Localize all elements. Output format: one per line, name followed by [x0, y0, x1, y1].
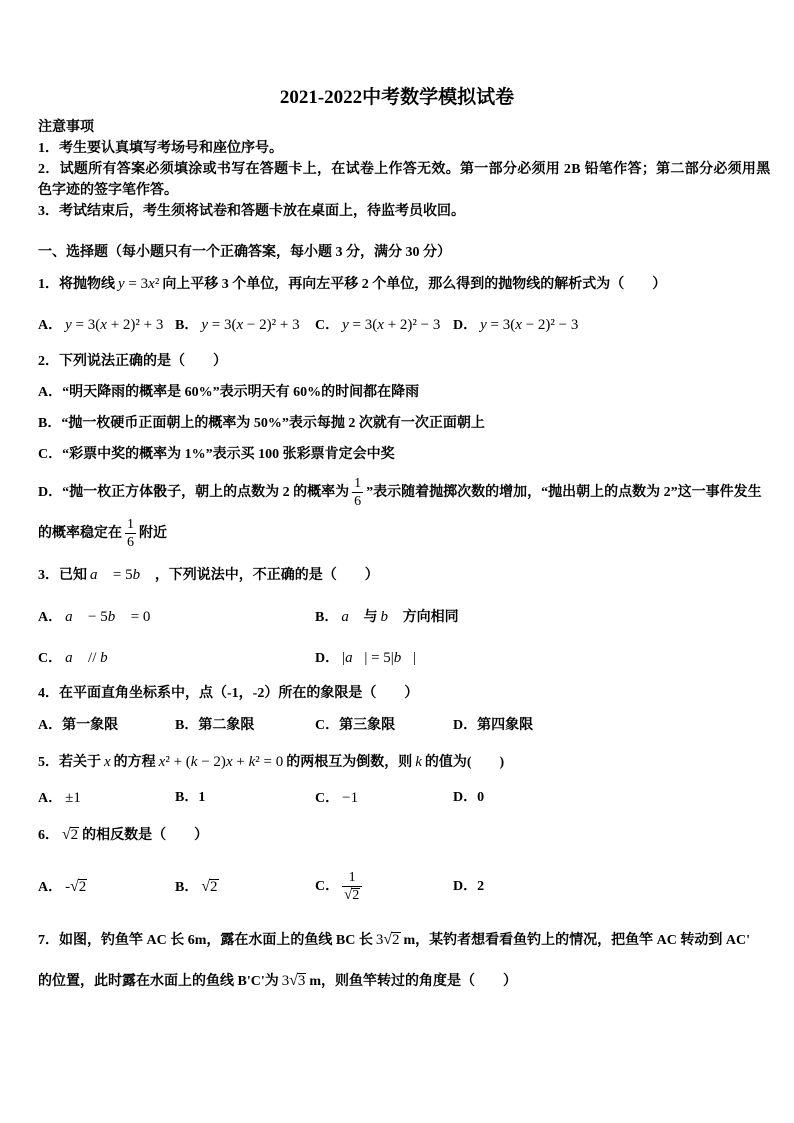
radical-sign: √: [62, 826, 71, 843]
question-6-option-b: [175, 877, 222, 898]
option-formula: a⃗ − 5b⃗ = 0: [65, 609, 151, 625]
option-text: 第三象限: [339, 718, 396, 733]
question-2-option-d: [38, 476, 762, 510]
question-3: [38, 565, 379, 586]
option-formula: [341, 609, 360, 625]
option-label: D．: [453, 318, 478, 333]
option-label: A．: [38, 718, 63, 733]
question-5-option-b: [175, 788, 205, 808]
option-label: C．: [315, 318, 340, 333]
option-value: 0: [477, 790, 485, 805]
math-variable: y: [480, 317, 487, 333]
question-5-text: 5．若关于: [38, 755, 101, 770]
question-1: [38, 274, 666, 295]
question-5-option-c: [315, 788, 361, 809]
fraction-one-sixth: [125, 517, 136, 551]
option-value: 2: [477, 879, 485, 894]
option-text-end: 附近: [139, 526, 167, 542]
notice-heading: 注意事项: [38, 120, 94, 135]
question-4-option-c: [315, 716, 395, 736]
math-variable: b⃗: [132, 567, 152, 583]
option-label: D．: [453, 790, 478, 805]
math-variable: b⃗: [380, 609, 400, 625]
math-variable: x: [104, 754, 111, 770]
radicand: 2: [78, 879, 87, 895]
question-7-text-end: m，则鱼竿转过的角度是（ ）: [309, 974, 518, 989]
question-1-option-b: [175, 315, 303, 336]
math-variable: k: [248, 754, 256, 770]
math-variable: x: [225, 754, 233, 770]
question-4: 4．在平面直角坐标系中，点（-1，-2）所在的象限是（ ）: [38, 686, 419, 701]
option-text-end: ”表示随着抛掷次数的增加，“抛出朝上的点数为 2”这一事件发生: [366, 485, 762, 501]
math-variable: x: [236, 317, 244, 333]
question-6: [38, 825, 208, 846]
question-2: 2．下列说法正确的是（ ）: [38, 354, 227, 369]
math-variable: a⃗: [345, 650, 365, 666]
question-7-length-bc: 3√2: [375, 931, 400, 948]
math-variable: y: [201, 317, 209, 333]
radicand: 3: [297, 973, 306, 989]
option-value: −1: [342, 790, 359, 806]
question-5-text: 的两根互为倒数，则: [286, 755, 413, 770]
math-variable: x: [158, 754, 166, 770]
option-label: C．: [38, 447, 63, 462]
math-variable: y: [118, 276, 125, 292]
option-text: 的概率稳定在: [38, 526, 122, 542]
question-2-option-b: [38, 414, 485, 434]
math-variable: b⃗: [100, 650, 120, 666]
option-label: B．: [175, 318, 199, 333]
radical-sign: √: [289, 972, 298, 989]
option-label: D．: [38, 485, 63, 501]
question-3-option-c: [38, 648, 122, 669]
question-7-text: 7．如图，钓鱼竿 AC 长 6m，露在水面上的鱼线 BC 长: [38, 933, 373, 948]
math-variable: x: [148, 276, 155, 292]
question-4-option-a: [38, 716, 118, 736]
math-variable: k: [190, 754, 198, 770]
question-5-option-a: [38, 788, 84, 809]
option-label: A．: [38, 318, 63, 333]
option-label: B．: [175, 880, 199, 895]
question-6-option-a: [38, 877, 90, 898]
question-7-text: m，某钓者想看看鱼钓上的情况，把鱼竿 AC 转动到 AC': [403, 933, 750, 948]
question-7-continued: [38, 971, 517, 992]
question-5-text-end: 的值为( ): [424, 755, 505, 770]
math-variable: b⃗: [107, 609, 127, 625]
question-3-option-a: [38, 607, 153, 628]
question-5-equation: x² + (k − 2)x + k² = 0: [158, 754, 284, 770]
question-6-formula: [62, 827, 79, 843]
question-5-option-d: [453, 788, 484, 808]
question-1-option-d: [453, 315, 581, 336]
fraction-one-sixth: [352, 476, 363, 510]
fraction-one-over-root-two: [342, 870, 362, 904]
question-1-option-a: [38, 315, 166, 336]
fraction-numerator: 1: [127, 517, 134, 532]
option-text: 方向相同: [402, 610, 459, 625]
question-5: [38, 752, 504, 773]
option-text: “抛一枚正方体骰子，朝上的点数为 2 的概率为: [62, 485, 350, 501]
radical-sign: √: [344, 887, 353, 903]
question-5-text: 的方程: [113, 755, 156, 770]
question-1-option-c: [315, 315, 443, 336]
math-variable: a⃗: [65, 609, 85, 625]
fraction-numerator: 1: [354, 476, 362, 491]
option-formula: y = 3(x − 2)² + 3: [201, 317, 300, 333]
option-label: C．: [315, 718, 340, 733]
math-variable: b⃗: [393, 650, 413, 666]
notice-item-2-continued: 色字迹的签字笔作答。: [38, 183, 178, 198]
math-variable: a⃗: [65, 650, 85, 666]
option-text: 第二象限: [198, 718, 255, 733]
option-value: 1: [198, 790, 206, 805]
question-5-variable-x: [104, 754, 111, 770]
option-text: 与: [363, 610, 378, 625]
option-label: A．: [38, 791, 63, 806]
option-label: B．: [175, 718, 199, 733]
option-text: “彩票中奖的概率为 1%”表示买 100 张彩票肯定会中奖: [62, 447, 395, 462]
option-text: 第四象限: [477, 718, 534, 733]
option-value: ±1: [65, 790, 81, 806]
question-4-option-b: [175, 716, 254, 736]
option-label: C．: [315, 791, 340, 806]
option-formula: |a⃗| = 5|b⃗|: [342, 650, 416, 666]
section-heading: 一、选择题（每小题只有一个正确答案，每小题 3 分，满分 30 分）: [38, 245, 451, 260]
option-label: C．: [315, 879, 340, 895]
fraction-denominator: [342, 887, 362, 904]
fraction-denominator: 6: [127, 535, 134, 550]
math-variable: x: [377, 317, 384, 333]
question-6-text: 的相反数是（ ）: [82, 828, 209, 843]
option-label: A．: [38, 610, 63, 625]
math-variable: y: [342, 317, 349, 333]
question-2-option-d-continued: [38, 517, 167, 551]
question-4-option-d: [453, 716, 533, 736]
option-text: 第一象限: [62, 718, 119, 733]
question-7: [38, 930, 750, 951]
option-label: C．: [38, 651, 63, 666]
option-label: D．: [315, 651, 340, 666]
option-formula: [201, 879, 218, 895]
fraction-denominator: 6: [354, 494, 362, 509]
option-label: B．: [38, 416, 62, 431]
option-formula: a⃗ // b⃗: [65, 650, 120, 666]
notice-item-1: 1．考生要认真填写考场号和座位序号。: [38, 141, 283, 156]
option-formula: y = 3(x + 2)² − 3: [342, 317, 441, 333]
option-label: B．: [175, 790, 199, 805]
option-text: “明天降雨的概率是 60%”表示明天有 60%的时间都在降雨: [62, 385, 420, 400]
exam-title: 2021-2022中考数学模拟试卷: [279, 87, 515, 108]
radical-sign: √: [201, 878, 210, 895]
math-variable: k: [415, 754, 422, 770]
option-label: D．: [453, 879, 478, 894]
question-3-option-d: [315, 648, 419, 669]
radicand: 2: [352, 888, 360, 903]
fraction-numerator: 1: [342, 870, 362, 887]
question-5-variable-k: [415, 754, 422, 770]
question-1-text: 1．将抛物线: [38, 277, 115, 292]
notice-item-3: 3．考试结束后，考生须将试卷和答题卡放在桌面上，待监考员收回。: [38, 204, 465, 219]
radical-sign: √: [383, 931, 392, 948]
question-6-option-d: [453, 877, 484, 897]
option-label: B．: [315, 610, 339, 625]
option-label: A．: [38, 385, 63, 400]
option-label: A．: [38, 880, 63, 895]
math-variable: y: [65, 317, 72, 333]
question-2-option-a: [38, 383, 419, 403]
math-variable: x: [100, 317, 107, 333]
radicand: 2: [70, 827, 79, 843]
option-text: “抛一枚硬币正面朝上的概率为 50%”表示每抛 2 次就有一次正面朝上: [61, 416, 485, 431]
radicand: 2: [210, 879, 218, 895]
question-1-formula: y = 3x²: [118, 276, 160, 292]
math-variable: a⃗: [90, 567, 110, 583]
notice-item-2: 2．试题所有答案必须填涂或书写在答题卡上，在试卷上作答无效。第一部分必须用 2B 铅笔作答；第二部分必须用黑: [38, 162, 771, 177]
option-formula: y = 3(x − 2)² − 3: [480, 317, 579, 333]
question-1-text-end: 向上平移 3 个单位，再向左平移 2 个单位，那么得到的抛物线的解析式为（ ）: [162, 277, 667, 292]
radicand: 2: [392, 932, 400, 948]
question-3-option-b: [315, 607, 459, 628]
option-formula: y = 3(x + 2)² + 3: [65, 317, 164, 333]
question-7-length-b-c-prime: 3√3: [281, 972, 306, 989]
question-3-text: 3．已知: [38, 568, 87, 583]
option-formula: [381, 609, 400, 625]
question-3-formula: a⃗ = 5b⃗: [90, 567, 152, 583]
question-3-text-end: ，下列说法中，不正确的是（ ）: [154, 568, 379, 583]
question-6-option-c: [315, 870, 365, 904]
radical-sign: √: [70, 878, 79, 895]
question-7-text: 的位置，此时露在水面上的鱼线 B'C'为: [38, 974, 279, 989]
math-variable: x: [515, 317, 522, 333]
question-2-option-c: [38, 445, 395, 465]
math-variable: a⃗: [341, 609, 361, 625]
option-label: D．: [453, 718, 478, 733]
question-6-number: 6．: [38, 828, 59, 843]
option-formula: -√2: [65, 878, 87, 895]
